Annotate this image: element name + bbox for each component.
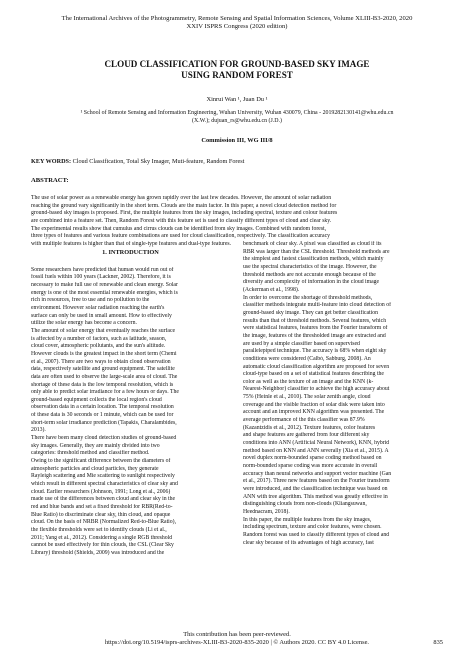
text-line: novel duplex norm-bounded sparse coding method based on [243, 455, 382, 462]
paper-title [0, 59, 474, 81]
text-line: were introduced, and the classification technique was based on [243, 486, 388, 492]
text-line: The experimental results show that cumulus and cirrus clouds can be identified from sky images. Combined with random forest, [31, 225, 327, 232]
text-line: Blue Ratio) to discriminate clear sky, thin cloud, and opaque [31, 511, 171, 518]
text-line: automatic cloud classification algorithm are proposed for seven [243, 363, 390, 370]
text-line: categories: threshold method and classifier method. [31, 450, 150, 457]
text-line: The amount of solar energy that eventually reaches the surface [31, 327, 176, 334]
peer-review-note: This contribution has been peer-reviewed. [183, 631, 291, 638]
affiliation-line2: (X.W.); dujuan_rs@whu.edu.cn (J.D.) [192, 117, 282, 124]
text-line: There have been many cloud detection studies of ground-based [31, 435, 177, 442]
text-line: cloud-type based on a set of statistical features describing the [243, 371, 384, 378]
text-line: which result in different spectral characteristics of clear sky and [31, 481, 178, 488]
text-line: rich in resources, free to use and no pollution to the [31, 297, 150, 304]
text-line: color as well as the texture of an image and the KNN (k- [243, 378, 374, 385]
text-line: Nearest-Neighbor) classifier to achieve the high accuracy about [243, 386, 390, 393]
text-line: only able to predict solar irradiance for a few hours or days. The [31, 389, 179, 396]
text-line: short-term solar irradiance prediction (Tapakis, Charalambides, [31, 419, 177, 426]
journal-header-line2: XXIV ISPRS Congress (2020 edition) [186, 23, 288, 31]
text-line: Some researchers have predicted that human would run out of [31, 266, 174, 273]
affiliation-line1: ¹ School of Remote Sensing and Information Engineering, Wuhan University, Wuhan 430079, China - 2019282130141@whu.edu.cn [80, 110, 394, 116]
text-line: However clouds is the greatest impact in the short term (Chemi [31, 350, 177, 357]
paper-authors: Xinrui Wan ¹, Juan Du ¹ [206, 96, 268, 103]
text-line: Rayleigh scattering and Mie scattering to sunlight respectively [31, 473, 175, 480]
paper-title-line2: USING RANDOM FOREST [181, 70, 293, 80]
license-line [0, 639, 474, 647]
text-line: et al., 2017). Three new features based on the Fourier transform [243, 478, 390, 485]
text-line: Random forest was used to classify different types of cloud and [243, 531, 390, 538]
text-line: cannot be used effectively for thin clouds, the CSL (Clear Sky [31, 542, 174, 549]
text-line: ground-based sky image. They can get better classification [243, 309, 378, 316]
text-line: In this paper, the multiple features from the sky images, [243, 516, 372, 523]
text-line: norm-bounded sparse coding was more accurate in overall [243, 463, 378, 470]
text-line: red and blue bands and set a fixed threshold for RBR(Red-to- [31, 504, 173, 510]
text-line: the flexible thresholds were set to identify clouds (Li et al., [31, 526, 167, 533]
journal-header [0, 15, 474, 32]
text-line: atmospheric particles and cloud particles, they generate [31, 465, 159, 472]
text-line: environment. However solar radiation reaching the earth's [31, 304, 165, 311]
text-line: conditions into ANN (Artificial Neural Network), KNN, hybrid [243, 440, 390, 447]
text-line: the image, features of the thresholded image are extracted and [243, 332, 386, 339]
text-line: conditions were considered (Calbó, Sabburg, 2008). An [243, 355, 371, 362]
text-line: made use of the differences between cloud and clear sky in the [31, 496, 176, 503]
abstract-heading: ABSTRACT: [31, 177, 69, 184]
text-line: benchmark of clear sky. A pixel was classified as cloud if its [243, 241, 382, 247]
text-line: Heednacram, 2018). [243, 508, 290, 515]
text-line: et al., 2007). There are two ways to obtain cloud observation [31, 358, 171, 365]
text-line: diversity and complexity of information in the cloud image [243, 279, 380, 286]
text-line: (Ackerman et al., 1998). [243, 286, 300, 293]
journal-header-line1: The International Archives of the Photogrammetry, Remote Sensing and Spatial Information Sciences, Volume XLIII-B3-2020, 2020 [61, 15, 413, 22]
left-column-text [31, 267, 230, 558]
text-line: reaching the ground vary significantly in the short term. Clouds are the main factor. In this paper, a novel cloud detection method for [31, 202, 337, 209]
keywords-label: KEY WORDS: [31, 158, 72, 165]
text-line: use the spectral characteristics of the image. However, the [243, 263, 377, 270]
text-line: average performance of the this classifier was 87.9% [243, 417, 365, 424]
commission-label: Commission III, WG III/8 [201, 137, 273, 144]
text-line: Library) threshold (Shields, 2009) was introduced and the [31, 549, 165, 556]
text-line: observation data in a certain location. The temporal resolution [31, 404, 174, 411]
doi-license-link[interactable]: https://doi.org/10.5194/isprs-archives-XLIII-B3-2020-835-2020 | © Authors 2020. CC BY 4.0 License. [104, 639, 370, 646]
page-number: 835 [433, 639, 443, 646]
text-line: 75% (Heinle et al., 2010). The solar zenith angle, cloud [243, 394, 371, 401]
left-column [31, 241, 230, 558]
author-affiliation [40, 110, 434, 125]
text-line: with multiple features is higher than that of single-type features and dual-type features. [31, 240, 232, 247]
keywords-text: Cloud Classification, Total Sky Imager, Muti-feature, Random Forest [71, 158, 245, 165]
text-line: including spectrum, texture and color features, were chosen. [243, 524, 382, 531]
text-line: fossil fuels within 100 years (Lackner, 2002). Therefore, it is [31, 274, 171, 281]
right-column-text [243, 241, 442, 547]
text-line: RBR was larger than the CSL threshold. Threshold methods are [243, 248, 390, 255]
text-line: (Kazantzidis et al., 2012). Texture features, color features [243, 424, 376, 431]
text-line: accuracy than neural networks and support vector machine (Gan [243, 470, 392, 477]
text-line: threshold methods are not accurate enough because of the [243, 271, 376, 278]
text-line: is affected by a number of factors, such as latitude, season, [31, 335, 167, 342]
text-line: ground-based equipment collects the local region's cloud [31, 396, 162, 403]
right-column [243, 241, 442, 547]
text-line: ground-based sky images is proposed. First, the multiple features from the sky images, including spectral, texture and colour features [31, 210, 338, 217]
page-footer [0, 631, 474, 647]
text-line: distinguishing clouds from non-clouds (Kliangsuwan, [243, 501, 367, 508]
text-line: are used by a simple classifier based on supervised [243, 340, 360, 347]
text-line: The use of solar power as a renewable energy has grown rapidly over the last few decades. However, the amount of solar radiation [31, 195, 332, 201]
text-line: clear sky because of its advantages of high accuracy, fast [243, 539, 374, 546]
text-line: three types of features and various feature combinations are used for cloud classification, respectively. The classification accuracy [31, 233, 331, 240]
text-line: are combined into a feature set. Then, Random Forest with this feature set is used to classify different types of cloud and clear sky. [31, 217, 332, 224]
text-line: ANN with tree algorithm. This method was greatly effective in [243, 493, 388, 500]
text-line: Owing to the significant difference between the diameters of [31, 458, 171, 465]
text-line: 2013). [31, 427, 46, 434]
paper-title-line1: CLOUD CLASSIFICATION FOR GROUND-BASED SKY IMAGE [104, 59, 370, 69]
text-line: the simplest and fastest classification methods, which mainly [243, 256, 384, 263]
text-line: cloud. Earlier researchers (Johnson, 1991; Long et al., 2006) [31, 488, 171, 495]
text-line: cloud cover, atmospheric pollutants, and the sun's altitude. [31, 343, 166, 350]
section-heading-introduction: 1. INTRODUCTION [102, 249, 159, 256]
text-line: sky images. Generally, they are mainly divided into two [31, 442, 160, 449]
text-line: of these data is 30 seconds or 1 minute, which can be used for [31, 412, 174, 419]
text-line: 2011; Yang et al., 2012). Considering a single RGB threshold [31, 534, 173, 541]
text-line: energy is one of the most essential renewable energies, which is [31, 289, 178, 296]
text-line: classifier methods integrate multi-feature into cloud detection of [243, 302, 392, 309]
text-line: cloud. On the basis of NRBR (Normalized Red-to-Blue Ratio), [31, 519, 177, 526]
text-line: coverage and the visible fraction of solar disk were taken into [243, 401, 385, 408]
text-line: necessary to make full use of renewable and clean energy. Solar [31, 281, 178, 288]
text-line: results than that of threshold methods. Several features, which [243, 317, 387, 324]
keywords [31, 158, 443, 165]
text-line: and shape features are gathered from four different sky [243, 432, 370, 439]
text-line: data, respectively satellite and ground equipment. The satellite [31, 366, 175, 373]
text-line: surface can only be used in small amount. How to effectively [31, 312, 172, 319]
text-line: shortage of these data is the low temporal resolution, which is [31, 381, 174, 388]
text-line: data are often used to observe the large-scale area of cloud. The [31, 373, 178, 380]
text-line: utilize the solar energy has become a concern. [31, 320, 137, 327]
text-line: In order to overcome the shortage of threshold methods, [243, 294, 373, 301]
text-line: account and an improved KNN algorithm was presented. The [243, 409, 385, 416]
text-line: were statistical features, features from the Fourier transform of [243, 325, 388, 332]
text-line: method based on KNN and ANN severally (Xia et al., 2015). A [243, 447, 389, 454]
text-line: parallelepiped technique. The accuracy is 68% when eight sky [243, 348, 387, 355]
